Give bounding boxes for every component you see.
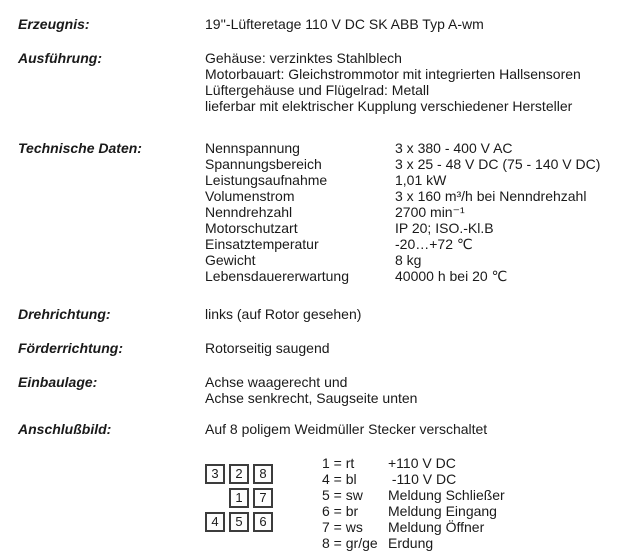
ausfuehrung-line: Gehäuse: verzinktes Stahlblech xyxy=(205,50,402,66)
section-erzeugnis xyxy=(18,16,621,32)
tech-row xyxy=(205,268,621,284)
pin-cell-8: 8 xyxy=(253,464,273,484)
tech-name: Volumenstrom xyxy=(205,188,295,204)
foerderrichtung-value: Rotorseitig saugend xyxy=(205,340,330,356)
tech-row xyxy=(205,204,621,220)
pin-cell-4: 4 xyxy=(205,512,225,532)
tech-table xyxy=(205,140,621,284)
tech-row xyxy=(205,156,621,172)
section-foerderrichtung xyxy=(18,340,621,356)
pin-description: Meldung Schließer xyxy=(388,487,505,503)
pin-description: Meldung Öffner xyxy=(388,519,485,535)
tech-name: Motorschutzart xyxy=(205,220,298,236)
pin-description: Meldung Eingang xyxy=(388,503,497,519)
pin-code: 1 = rt xyxy=(322,455,355,471)
pin-description: +110 V DC xyxy=(388,455,456,471)
section-label-foerderrichtung: Förderrichtung: xyxy=(18,340,123,356)
tech-name: Lebensdauererwartung xyxy=(205,268,349,284)
section-einbaulage xyxy=(18,374,621,406)
tech-value: IP 20; ISO.-Kl.B xyxy=(395,220,494,236)
section-drehrichtung xyxy=(18,306,621,322)
tech-row xyxy=(205,140,621,156)
ausfuehrung-line: Lüftergehäuse und Flügelrad: Metall xyxy=(205,82,430,98)
tech-row xyxy=(205,172,621,188)
tech-name: Gewicht xyxy=(205,252,256,268)
section-label-einbaulage: Einbaulage: xyxy=(18,374,98,390)
tech-row xyxy=(205,252,621,268)
connector-pin-grid xyxy=(205,464,273,532)
pin-legend-row xyxy=(322,471,505,487)
pin-code: 6 = br xyxy=(322,503,359,519)
tech-row xyxy=(205,188,621,204)
tech-name: Spannungsbereich xyxy=(205,156,322,172)
pin-cell-7: 7 xyxy=(253,488,273,508)
tech-value: -20…+72 ℃ xyxy=(395,236,473,252)
pin-code: 7 = ws xyxy=(322,519,363,535)
tech-name: Leistungsaufnahme xyxy=(205,172,328,188)
einbaulage-line: Achse waagerecht und xyxy=(205,374,348,390)
section-label-ausfuehrung: Ausführung: xyxy=(18,50,102,66)
section-label-drehrichtung: Drehrichtung: xyxy=(18,306,111,322)
pin-legend xyxy=(322,455,505,551)
tech-value: 3 x 380 - 400 V AC xyxy=(395,140,513,156)
section-ausfuehrung xyxy=(18,50,621,114)
tech-name: Nenndrehzahl xyxy=(205,204,293,220)
section-label-technische-daten: Technische Daten: xyxy=(18,140,142,156)
section-technische-daten xyxy=(18,140,621,284)
pin-code: 5 = sw xyxy=(322,487,363,503)
pin-code: 8 = gr/ge xyxy=(322,535,378,551)
tech-value: 2700 min⁻¹ xyxy=(395,204,465,220)
pin-cell-3: 3 xyxy=(205,464,225,484)
connector-diagram xyxy=(205,455,621,551)
ausfuehrung-line: lieferbar mit elektrischer Kupplung verschiedener Hersteller xyxy=(205,98,573,114)
section-label-erzeugnis: Erzeugnis: xyxy=(18,16,90,32)
tech-name: Nennspannung xyxy=(205,140,300,156)
pin-description: Erdung xyxy=(388,535,434,551)
tech-value: 3 x 25 - 48 V DC (75 - 140 V DC) xyxy=(395,156,601,172)
tech-value: 40000 h bei 20 ℃ xyxy=(395,268,508,284)
tech-value: 1,01 kW xyxy=(395,172,447,188)
tech-row xyxy=(205,236,621,252)
tech-value: 8 kg xyxy=(395,252,422,268)
section-label-anschlussbild: Anschlußbild: xyxy=(18,421,112,437)
tech-value: 3 x 160 m³/h bei Nenndrehzahl xyxy=(395,188,587,204)
pin-legend-row xyxy=(322,455,505,471)
pin-legend-row xyxy=(322,519,505,535)
tech-row xyxy=(205,220,621,236)
pin-legend-row xyxy=(322,535,505,551)
pin-description: -110 V DC xyxy=(388,471,457,487)
pin-cell-2: 2 xyxy=(229,464,249,484)
pin-cell-5: 5 xyxy=(229,512,249,532)
anschlussbild-value: Auf 8 poligem Weidmüller Stecker verschaltet xyxy=(205,421,488,437)
erzeugnis-value: 19''-Lüfteretage 110 V DC SK ABB Typ A-wm xyxy=(205,16,484,32)
pin-cell-6: 6 xyxy=(253,512,273,532)
tech-name: Einsatztemperatur xyxy=(205,236,319,252)
pin-code: 4 = bl xyxy=(322,471,357,487)
drehrichtung-value: links (auf Rotor gesehen) xyxy=(205,306,362,322)
section-anschlussbild xyxy=(18,421,621,437)
einbaulage-line: Achse senkrecht, Saugseite unten xyxy=(205,390,418,406)
ausfuehrung-line: Motorbauart: Gleichstrommotor mit integrierten Hallsensoren xyxy=(205,66,581,82)
pin-cell-1: 1 xyxy=(229,488,249,508)
pin-legend-row xyxy=(322,487,505,503)
pin-legend-row xyxy=(322,503,505,519)
